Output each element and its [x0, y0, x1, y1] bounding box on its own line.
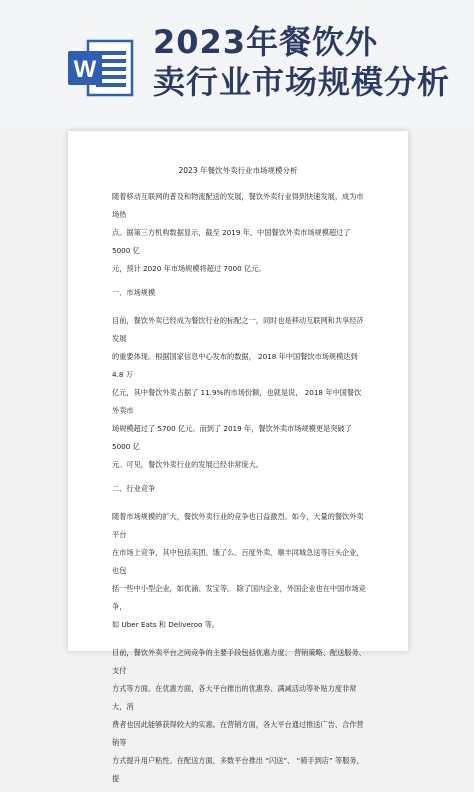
text-line: 方式提升用户粘性。在配送方面，多数平台推出 “闪送”、 “骑手到店” 等服务，提	[112, 756, 364, 783]
text-line: 元，预计 2020 年市场规模将超过 7000 亿元。	[112, 264, 266, 273]
competition-paragraph-1	[112, 508, 368, 634]
text-line: 的重要体现。根据国家信息中心发布的数据， 2018 年中国餐饮市场规模达到 4.8 万	[112, 352, 358, 379]
word-document-icon	[66, 37, 136, 99]
word-icon-letter: W	[73, 56, 97, 83]
title-line-1: 2023年餐饮外	[153, 23, 379, 61]
text-line: 在市场上竞争，其中包括美团、饿了么、百度外卖、顺丰同城急送等巨头企业，也包	[112, 548, 364, 575]
text-line: 目前，餐饮外卖已经成为餐饮行业的标配之一，同时也是移动互联网和共享经济发展	[112, 316, 364, 343]
text-line: 目前，餐饮外卖平台之间竞争的主要手段包括优惠力度、 营销策略、配送服务、支付	[112, 648, 366, 675]
text-line: 亿元，其中餐饮外卖占据了 11.9%的市场份额，也就是说， 2018 年中国餐饮外卖市	[112, 388, 362, 415]
text-line: 费者也因此能够获得较大的实惠。在营销方面，各大平台通过推送广告、合作营销等	[112, 720, 364, 747]
text-line: 方式等方面。在优惠方面，各大平台推出的优惠券、满减活动等补贴力度非常大，消	[112, 684, 357, 711]
competition-paragraph-2	[112, 644, 368, 788]
title-line-2: 卖行业市场规模分析	[153, 63, 451, 101]
document-page	[68, 131, 408, 783]
section-heading-competition: 二、行业竞争	[112, 484, 156, 493]
document-title: 2023 年餐饮外卖行业市场规模分析	[178, 166, 298, 175]
page-title	[153, 22, 450, 102]
text-line: 随着市场规模的扩大，餐饮外卖行业的竞争也日益激烈。如今，大量的餐饮外卖平台	[112, 512, 364, 539]
text-line: 元。可见，餐饮外卖行业的发展已经非常庞大。	[112, 460, 263, 469]
section-heading-market-size: 一、市场规模	[112, 288, 156, 297]
text-line: 场规模超过了 5700 亿元。而到了 2019 年，餐饮外卖市场规模更是突破了 5000 亿	[112, 424, 352, 451]
text-line: 括一些中小型企业，如优涌、发宝等。 除了国内企业，外国企业也在中国市场竞争，	[112, 584, 366, 611]
text-line: 点。据第三方机构数据显示，截至 2019 年，中国餐饮外卖市场规模超过了 5000 亿	[112, 228, 351, 255]
document-body	[112, 188, 368, 792]
text-line: 如 Uber Eats 和 Deliveroo 等。	[112, 620, 220, 629]
text-line: 随着移动互联网的普及和物流配送的发展，餐饮外卖行业得到快速发展，成为市场热	[112, 192, 364, 219]
intro-paragraph	[112, 188, 368, 278]
market-size-paragraph	[112, 312, 368, 474]
header-banner	[0, 0, 474, 128]
